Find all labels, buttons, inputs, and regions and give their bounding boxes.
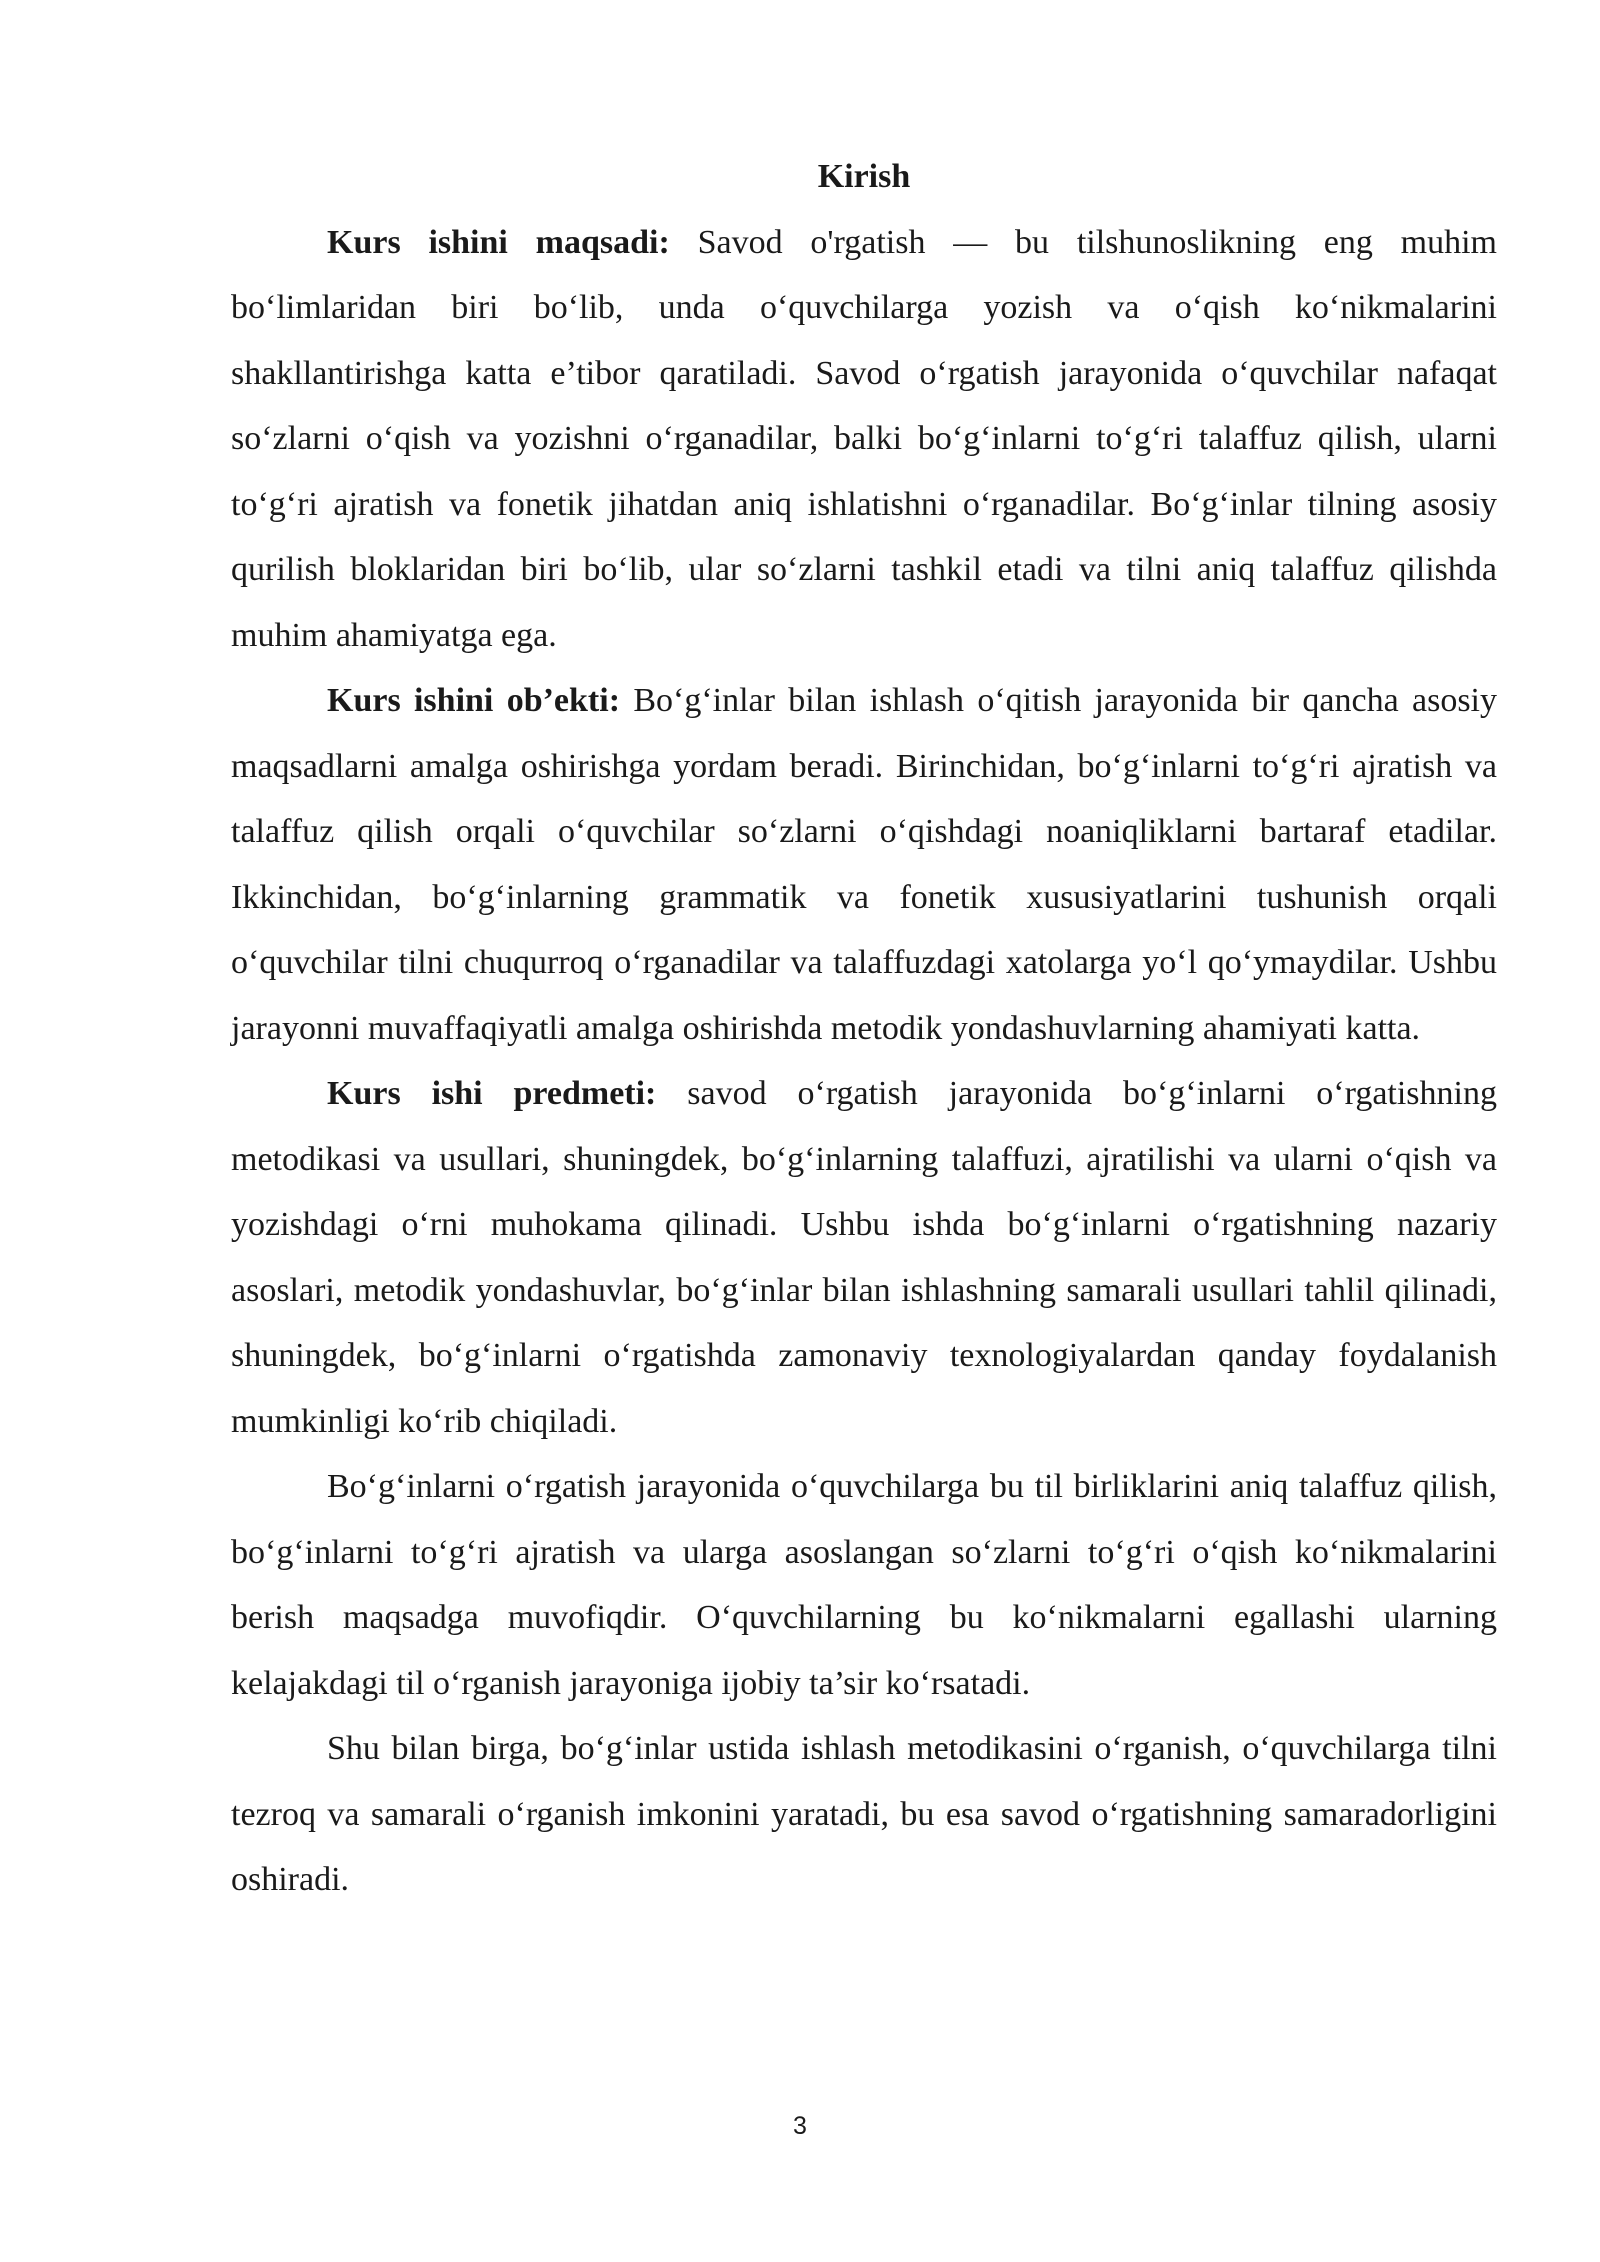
paragraph-shu-bilan bbox=[231, 1716, 1497, 1913]
page-title: Kirish bbox=[817, 158, 911, 195]
paragraph-label: Kurs ishini ob’ekti: bbox=[327, 682, 621, 719]
paragraph-text: Shu bilan birga, bo‘g‘inlar ustida ishlash metodikasini o‘rganish, o‘quvchilarga tilni tezroq va samarali o‘rganish imkonini yaratadi, bu esa savod o‘rgatishning samaradorligini oshiradi. bbox=[231, 1730, 1497, 1898]
paragraph-maqsadi bbox=[231, 210, 1497, 669]
paragraph-text: Savod o'rgatish — bu tilshunoslikning eng muhim bo‘limlaridan biri bo‘lib, unda o‘quvchilarga yozish va o‘qish ko‘nikmalarini shakllantirishga katta e’tibor qaratiladi. Savod o‘rgatish jarayonida o‘quvchilar nafaqat so‘zlarni o‘qish va yozishni o‘rganadilar, balki bo‘g‘inlarni to‘g‘ri talaffuz qilish, ularni to‘g‘ri ajratish va fonetik jihatdan aniq ishlatishni o‘rganadilar. Bo‘g‘inlar tilning asosiy qurilish bloklaridan biri bo‘lib, ular so‘zlarni tashkil etadi va tilni aniq talaffuz qilishda muhim ahamiyatga ega. bbox=[231, 223, 1497, 654]
paragraph-boginlar bbox=[231, 1454, 1497, 1716]
page-content bbox=[231, 144, 1497, 1913]
paragraph-label: Kurs ishini maqsadi: bbox=[327, 223, 670, 261]
paragraph-obekti bbox=[231, 668, 1497, 1061]
paragraph-label: Kurs ishi predmeti: bbox=[327, 1075, 657, 1112]
paragraph-predmeti bbox=[231, 1061, 1497, 1454]
paragraph-text: Bo‘g‘inlar bilan ishlash o‘qitish jarayonida bir qancha asosiy maqsadlarni amalga oshirishga yordam beradi. Birinchidan, bo‘g‘inlarni to‘g‘ri ajratish va talaffuz qilish orqali o‘quvchilar so‘zlarni o‘qishdagi noaniqliklarni bartaraf etadilar. Ikkinchidan, bo‘g‘inlarning grammatik va fonetik xususiyatlarini tushunish orqali o‘quvchilar tilni chuqurroq o‘rganadilar va talaffuzdagi xatolarga yo‘l qo‘ymaydilar. Ushbu jarayonni muvaffaqiyatli amalga oshirishda metodik yondashuvlarning ahamiyati katta. bbox=[231, 682, 1497, 1047]
paragraph-text: Bo‘g‘inlarni o‘rgatish jarayonida o‘quvchilarga bu til birliklarini aniq talaffuz qilish, bo‘g‘inlarni to‘g‘ri ajratish va ularga asoslangan so‘zlarni to‘g‘ri o‘qish ko‘nikmalarini berish maqsadga muvofiqdir. O‘quvchilarning bu ko‘nikmalarni egallashi ularning kelajakdagi til o‘rganish jarayoniga ijobiy ta’sir ko‘rsatadi. bbox=[231, 1468, 1497, 1702]
page-number: 3 bbox=[793, 2112, 807, 2140]
paragraph-text: savod o‘rgatish jarayonida bo‘g‘inlarni o‘rgatishning metodikasi va usullari, shuningdek, bo‘g‘inlarning talaffuzi, ajratilishi va ularni o‘qish va yozishdagi o‘rni muhokama qilinadi. Ushbu ishda bo‘g‘inlarni o‘rgatishning nazariy asoslari, metodik yondashuvlar, bo‘g‘inlar bilan ishlashning samarali usullari tahlil qilinadi, shuningdek, bo‘g‘inlarni o‘rgatishda zamonaviy texnologiyalardan qanday foydalanish mumkinligi ko‘rib chiqiladi. bbox=[231, 1075, 1497, 1440]
